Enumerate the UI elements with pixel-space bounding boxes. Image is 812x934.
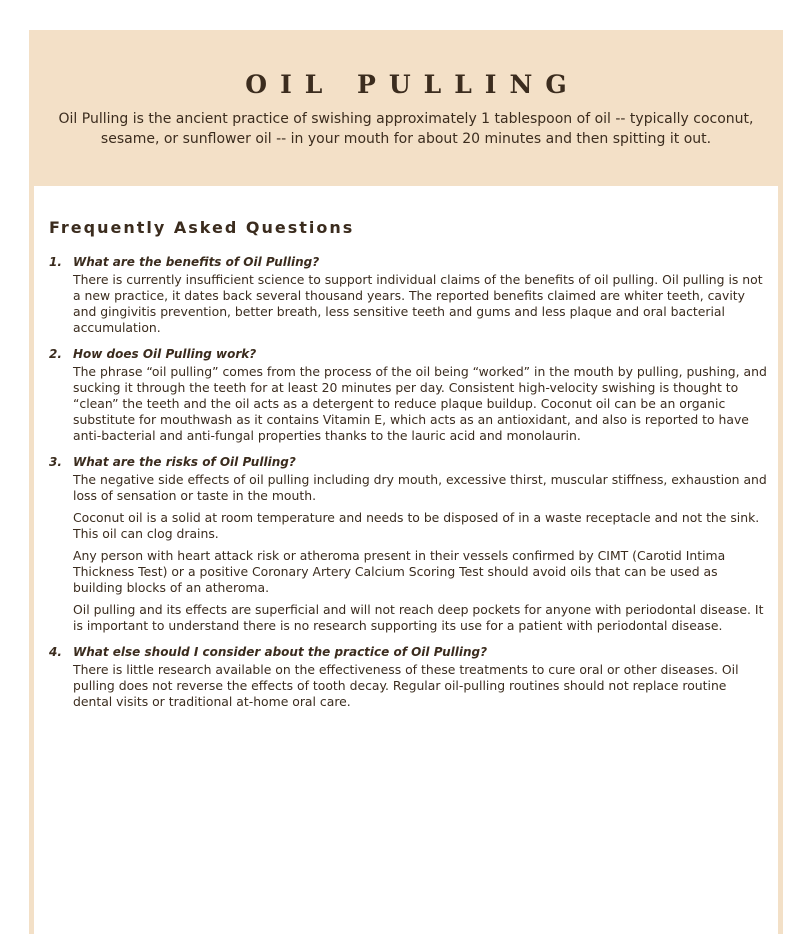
faq-number: 1. — [49, 255, 62, 269]
faq-question — [49, 644, 769, 660]
faq-answer: Oil pulling and its effects are superficial and will not reach deep pockets for anyone with periodontal disease. It is important to understand there is no research supporting its use for a patient with periodontal disease. — [73, 602, 764, 633]
page-panel — [29, 30, 783, 934]
faq-question — [49, 254, 769, 270]
faq-number: 2. — [49, 347, 62, 361]
faq-title: Frequently Asked Questions — [49, 218, 355, 237]
faq-answer: There is little research available on the effectiveness of these treatments to cure oral or other diseases. Oil pulling does not reverse the effects of tooth decay. Regular oil-pulling routines should not replace routine dental visits or traditional at-home oral care. — [73, 662, 739, 709]
faq-answer: Any person with heart attack risk or atheroma present in their vessels confirmed by CIMT (Carotid Intima Thickness Test) or a positive Coronary Artery Calcium Scoring Test should avoid oils that can be used as building blocks of an atheroma. — [73, 548, 726, 595]
faq-list — [49, 254, 769, 720]
faq-question-text: What are the benefits of Oil Pulling? — [73, 255, 320, 269]
faq-question-text: How does Oil Pulling work? — [73, 347, 257, 361]
faq-item — [49, 644, 769, 710]
faq-number: 3. — [49, 455, 62, 469]
page-header — [29, 30, 783, 186]
faq-number: 4. — [49, 645, 62, 659]
page-title: OIL PULLING — [245, 70, 580, 99]
faq-item — [49, 254, 769, 336]
faq-question-text: What else should I consider about the practice of Oil Pulling? — [73, 645, 488, 659]
faq-answer: Coconut oil is a solid at room temperature and needs to be disposed of in a waste receptacle and not the sink. This oil can clog drains. — [73, 510, 760, 541]
faq-question-text: What are the risks of Oil Pulling? — [73, 455, 296, 469]
faq-answer: The phrase “oil pulling” comes from the process of the oil being “worked” in the mouth by pulling, pushing, and sucking it through the teeth for at least 20 minutes per day. Consistent high-velocity swishing is thought to “clean” the teeth and the oil acts as a detergent to reduce plaque buildup. Coconut oil can be an organic substitute for mouthwash as it contains Vitamin E, which acts as an antioxidant, and also is reported to have anti-bacterial and anti-fungal properties thanks to the lauric acid and monolaurin. — [73, 364, 767, 443]
faq-question — [49, 454, 769, 470]
faq-answer: There is currently insufficient science to support individual claims of the benefits of oil pulling. Oil pulling is not a new practice, it dates back several thousand years. The reported benefits claimed are whiter teeth, cavity and gingivitis prevention, better breath, less sensitive teeth and gums and less plaque and oral bacterial accumulation. — [73, 272, 763, 335]
faq-item — [49, 346, 769, 444]
faq-answer: The negative side effects of oil pulling including dry mouth, excessive thirst, muscular stiffness, exhaustion and loss of sensation or taste in the mouth. — [73, 472, 767, 503]
faq-section — [34, 186, 778, 934]
faq-item — [49, 454, 769, 634]
faq-question — [49, 346, 769, 362]
intro-text: Oil Pulling is the ancient practice of swishing approximately 1 tablespoon of oil -- typically coconut, sesame, or sunflower oil -- in your mouth for about 20 minutes and then spitting it out. — [58, 111, 754, 147]
